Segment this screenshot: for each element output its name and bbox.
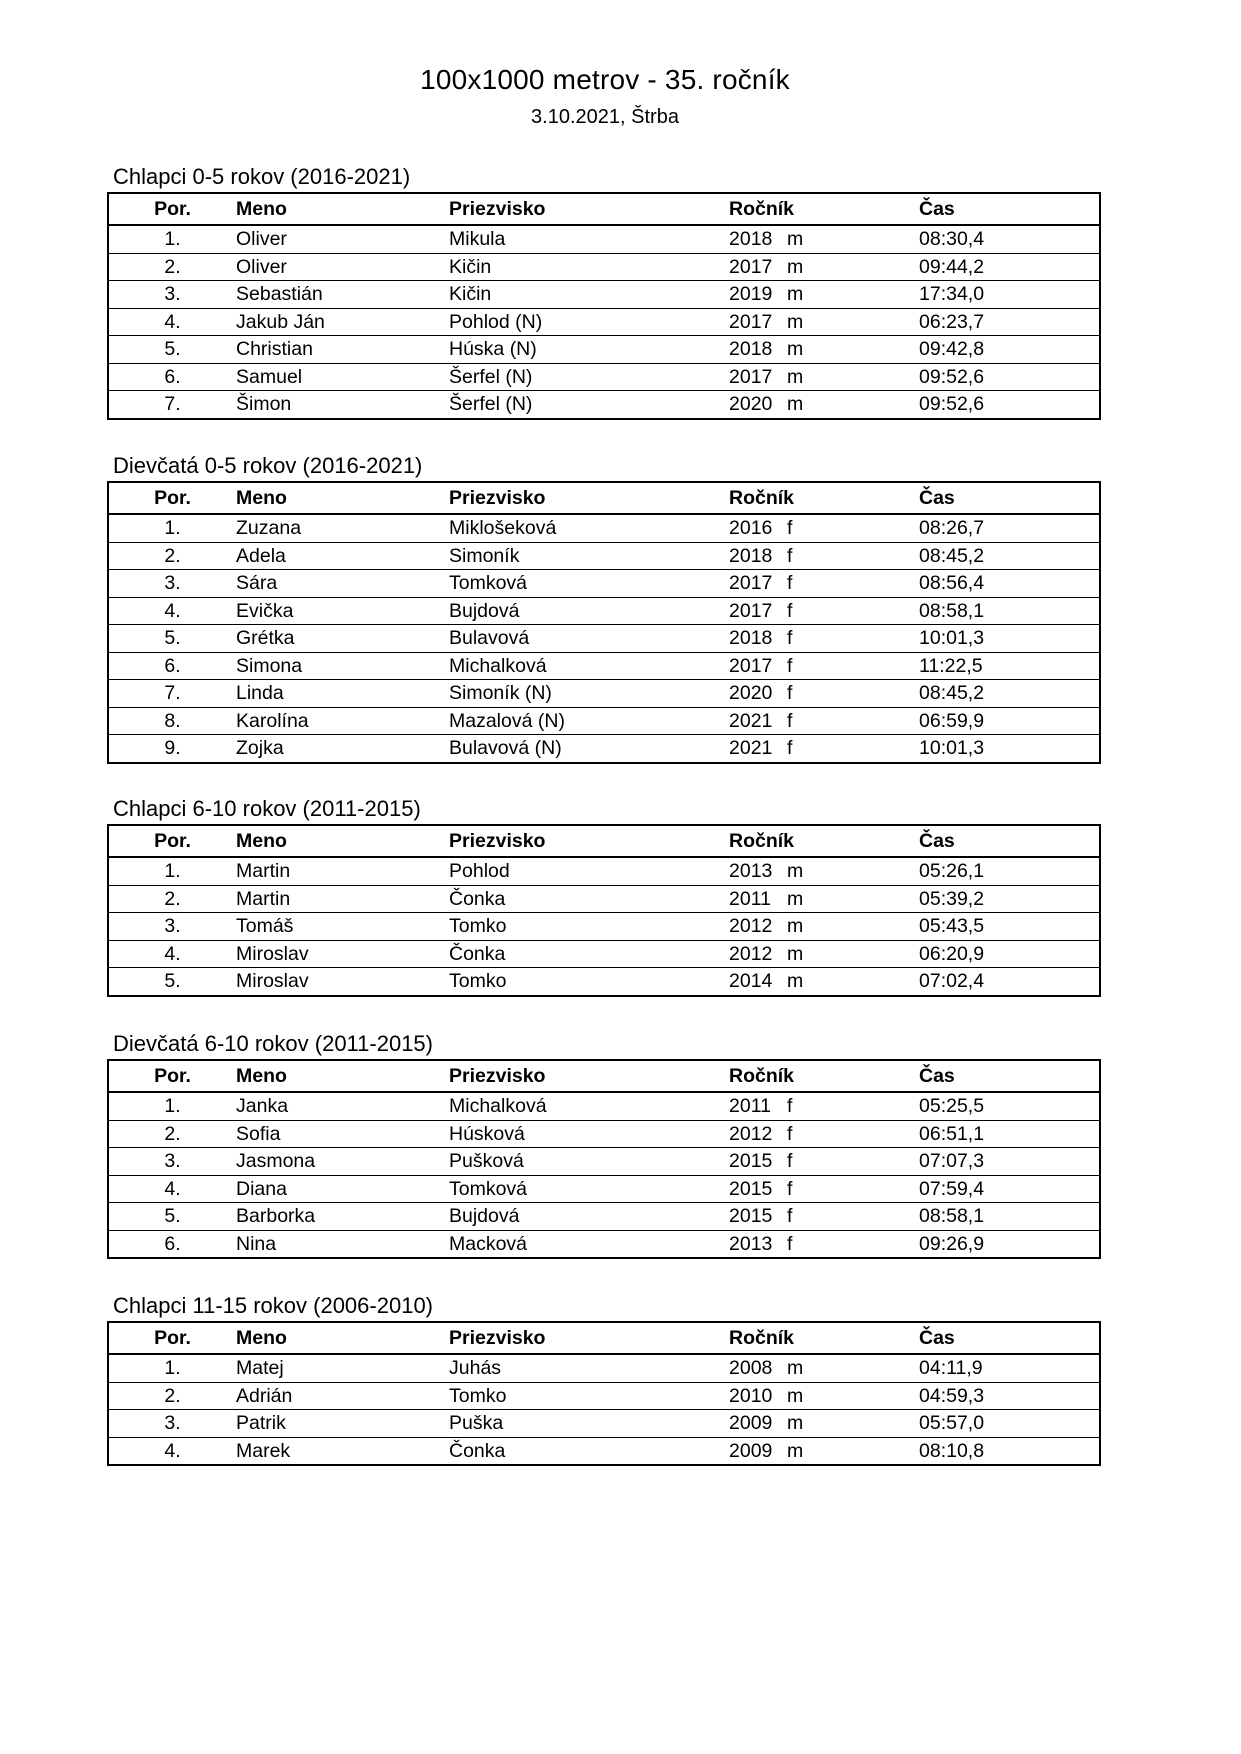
cell-pohlavie: m [787,338,804,361]
cell-pohlavie: m [787,365,804,388]
table-row [108,281,1100,309]
column-header-cas: Čas [919,1322,1100,1354]
cell-cas: 05:57,0 [919,1410,1100,1438]
cell-pohlavie: m [787,1439,804,1462]
cell-por: 7. [108,680,236,708]
table-row [108,1382,1100,1410]
cell-rocnik [729,1092,919,1120]
cell-priezvisko: Pohlod (N) [449,308,729,336]
column-header-rocnik: Ročník [729,825,919,857]
table-row [108,570,1100,598]
table-row [108,1092,1100,1120]
cell-por: 7. [164,393,181,416]
cell-rocnik [729,652,919,680]
results-table [107,481,1101,764]
cell-cas: 11:22,5 [919,652,1100,680]
cell-meno: Sára [236,570,449,598]
cell-priezvisko: Mikula [449,225,729,253]
table-header-row [108,482,1100,514]
cell-meno: Martin [236,885,449,913]
cell-por: 6. [108,363,236,391]
cell-pohlavie: m [787,860,804,883]
cell-por: 1. [108,225,236,253]
cell-rocnik [729,913,919,941]
cell-rok: 2014 [729,970,773,993]
cell-cas: 07:07,3 [919,1148,1100,1176]
cell-rok: 2009 [729,1439,773,1462]
cell-cas: 07:02,4 [919,970,985,993]
cell-rocnik [729,707,919,735]
section-title: Chlapci 6-10 rokov (2011-2015) [113,796,421,821]
cell-cas: 09:42,8 [919,336,1100,364]
column-header-priezvisko: Priezvisko [449,482,729,514]
cell-cas: 09:52,6 [919,363,1100,391]
cell-meno: Zuzana [236,514,449,542]
cell-priezvisko: Tomko [449,1382,729,1410]
cell-rocnik [729,514,919,542]
cell-priezvisko: Pušková [449,1148,729,1176]
cell-rok: 2017 [729,572,773,595]
cell-rok: 2008 [729,1357,773,1380]
cell-por: 4. [108,1175,236,1203]
cell-rok: 2017 [729,255,773,278]
table-row [108,1175,1100,1203]
cell-pohlavie: m [787,887,804,910]
table-row [108,913,1100,941]
cell-por: 4. [108,308,236,336]
cell-pohlavie: f [787,572,793,595]
cell-pohlavie: f [787,627,793,650]
results-table [107,1059,1101,1259]
cell-rocnik [729,1230,919,1258]
cell-por: 1. [108,1354,236,1382]
cell-cas: 04:59,3 [919,1382,1100,1410]
table-row [108,391,1100,419]
cell-cas: 06:51,1 [919,1120,1100,1148]
table-row [108,308,1100,336]
cell-cas: 08:10,8 [919,1439,985,1462]
cell-por: 5. [108,336,236,364]
cell-cas: 09:44,2 [919,253,1100,281]
table-row [108,1203,1100,1231]
cell-por: 2. [108,253,236,281]
table-header-row [108,1060,1100,1092]
cell-rok: 2017 [729,310,773,333]
cell-meno: Samuel [236,363,449,391]
cell-rocnik [729,225,919,253]
column-header-rocnik: Ročník [729,482,919,514]
cell-cas: 10:01,3 [919,625,1100,653]
cell-meno: Linda [236,680,449,708]
cell-rok: 2015 [729,1177,773,1200]
cell-meno: Barborka [236,1203,449,1231]
cell-por: 5. [108,625,236,653]
cell-rok: 2021 [729,737,773,760]
cell-priezvisko: Tomko [449,913,729,941]
table-row [108,940,1100,968]
table-row [108,707,1100,735]
table-row [108,514,1100,542]
cell-priezvisko: Pohlod [449,857,729,885]
cell-rocnik [729,1175,919,1203]
cell-rok: 2020 [729,393,773,416]
results-section [107,796,1097,997]
cell-rocnik [729,1410,919,1438]
cell-rok: 2015 [729,1205,773,1228]
cell-cas: 05:26,1 [919,857,1100,885]
cell-por: 9. [164,737,181,760]
table-row [108,857,1100,885]
column-header-rocnik: Ročník [729,193,919,225]
cell-cas: 06:59,9 [919,707,1100,735]
cell-por: 4. [108,597,236,625]
cell-por: 8. [108,707,236,735]
cell-meno: Martin [236,857,449,885]
cell-por: 3. [108,1148,236,1176]
cell-priezvisko: Kičin [449,253,729,281]
column-header-por: Por. [108,193,236,225]
cell-meno: Marek [236,1439,291,1462]
results-section [107,1031,1097,1259]
cell-rocnik [729,857,919,885]
table-row [108,652,1100,680]
cell-rocnik [729,1382,919,1410]
cell-meno: Oliver [236,225,449,253]
cell-rok: 2021 [729,709,773,732]
cell-priezvisko: Tomková [449,1175,729,1203]
cell-cas: 08:56,4 [919,570,1100,598]
cell-cas: 06:23,7 [919,308,1100,336]
table-row [108,680,1100,708]
cell-priezvisko: Bujdová [449,597,729,625]
table-row [108,968,1100,996]
cell-priezvisko: Mazalová (N) [449,707,729,735]
cell-cas: 05:25,5 [919,1092,1100,1120]
cell-por: 2. [108,542,236,570]
cell-rocnik [729,597,919,625]
cell-priezvisko: Miklošeková [449,514,729,542]
cell-priezvisko: Bujdová [449,1203,729,1231]
cell-rok: 2019 [729,283,773,306]
cell-pohlavie: f [787,1232,793,1255]
cell-pohlavie: m [787,942,804,965]
column-header-cas: Čas [919,193,1100,225]
cell-rok: 2011 [729,1095,771,1118]
cell-priezvisko: Michalková [449,652,729,680]
column-header-por: Por. [108,482,236,514]
cell-priezvisko: Macková [449,1232,528,1255]
cell-priezvisko: Húska (N) [449,336,729,364]
column-header-meno: Meno [236,1060,449,1092]
cell-cas: 08:58,1 [919,597,1100,625]
cell-rocnik [729,253,919,281]
cell-meno: Janka [236,1092,449,1120]
table-row [108,225,1100,253]
cell-pohlavie: f [787,654,793,677]
column-header-por: Por. [108,1322,236,1354]
cell-priezvisko: Šerfel (N) [449,393,533,416]
cell-por: 6. [108,652,236,680]
cell-priezvisko: Bulavová (N) [449,737,562,760]
cell-pohlavie: m [787,310,804,333]
cell-rocnik [729,1120,919,1148]
cell-priezvisko: Čonka [449,1439,506,1462]
cell-cas: 08:58,1 [919,1203,1100,1231]
cell-priezvisko: Húsková [449,1120,729,1148]
cell-pohlavie: m [787,970,804,993]
cell-por: 5. [108,1203,236,1231]
cell-cas: 08:30,4 [919,225,1100,253]
cell-meno: Nina [236,1232,277,1255]
column-header-meno: Meno [236,482,449,514]
table-row [108,1354,1100,1382]
results-table [107,824,1101,997]
column-header-por: Por. [108,825,236,857]
column-header-meno: Meno [236,825,449,857]
cell-rok: 2012 [729,1122,773,1145]
cell-cas: 05:39,2 [919,885,1100,913]
cell-pohlavie: m [787,915,804,938]
cell-rocnik [729,1148,919,1176]
section-title: Dievčatá 0-5 rokov (2016-2021) [113,453,423,478]
cell-meno: Zojka [236,737,284,760]
cell-rocnik [729,885,919,913]
cell-pohlavie: f [787,737,793,760]
cell-meno: Oliver [236,253,449,281]
cell-por: 3. [108,1410,236,1438]
cell-rocnik [729,735,919,763]
cell-rok: 2012 [729,915,773,938]
cell-rok: 2018 [729,544,773,567]
table-row [108,885,1100,913]
cell-por: 2. [108,885,236,913]
cell-rok: 2017 [729,365,773,388]
cell-por: 3. [108,570,236,598]
cell-meno: Adrián [236,1382,449,1410]
column-header-priezvisko: Priezvisko [449,193,729,225]
column-header-cas: Čas [919,1060,1100,1092]
cell-pohlavie: m [787,1412,804,1435]
table-row [108,625,1100,653]
table-row [108,1120,1100,1148]
cell-rok: 2010 [729,1384,773,1407]
cell-cas: 06:20,9 [919,940,1100,968]
cell-pohlavie: f [787,1122,793,1145]
cell-rok: 2018 [729,228,773,251]
cell-rok: 2009 [729,1412,773,1435]
cell-por: 2. [108,1382,236,1410]
cell-pohlavie: f [787,544,793,567]
cell-rocnik [729,281,919,309]
cell-priezvisko: Simoník [449,542,729,570]
column-header-por: Por. [108,1060,236,1092]
cell-meno: Šimon [236,393,292,416]
cell-rok: 2012 [729,942,773,965]
column-header-meno: Meno [236,1322,449,1354]
results-section [107,453,1097,764]
cell-pohlavie: f [787,1177,793,1200]
cell-rok: 2020 [729,682,773,705]
column-header-priezvisko: Priezvisko [449,825,729,857]
cell-priezvisko: Puška [449,1410,729,1438]
cell-cas: 08:26,7 [919,514,1100,542]
cell-priezvisko: Čonka [449,885,729,913]
cell-rocnik [729,1354,919,1382]
cell-rok: 2015 [729,1150,773,1173]
cell-priezvisko: Kičin [449,281,729,309]
section-title: Dievčatá 6-10 rokov (2011-2015) [113,1031,433,1056]
cell-por: 3. [108,913,236,941]
cell-rocnik [729,1203,919,1231]
cell-pohlavie: f [787,517,793,540]
table-header-row [108,825,1100,857]
section-title: Chlapci 11-15 rokov (2006-2010) [113,1293,433,1318]
section-title: Chlapci 0-5 rokov (2016-2021) [113,164,411,189]
cell-pohlavie: m [787,393,804,416]
cell-rocnik [729,940,919,968]
cell-meno: Sebastián [236,281,449,309]
cell-por: 3. [108,281,236,309]
cell-rocnik [729,570,919,598]
results-table [107,1321,1101,1466]
table-row [108,735,1100,763]
results-section [107,164,1097,420]
cell-meno: Karolína [236,707,449,735]
cell-pohlavie: f [787,1205,793,1228]
table-header-row [108,193,1100,225]
table-row [108,1437,1100,1465]
cell-pohlavie: f [787,1150,793,1173]
cell-rocnik [729,625,919,653]
column-header-priezvisko: Priezvisko [449,1060,729,1092]
cell-rok: 2017 [729,654,773,677]
cell-meno: Diana [236,1175,449,1203]
cell-por: 2. [108,1120,236,1148]
cell-cas: 09:52,6 [919,393,985,416]
cell-meno: Matej [236,1354,449,1382]
cell-rocnik [729,336,919,364]
table-row [108,597,1100,625]
cell-rocnik [729,680,919,708]
cell-rocnik [729,968,919,996]
cell-priezvisko: Simoník (N) [449,680,729,708]
cell-pohlavie: f [787,1095,793,1118]
cell-cas: 17:34,0 [919,281,1100,309]
cell-pohlavie: m [787,1357,804,1380]
column-header-meno: Meno [236,193,449,225]
cell-cas: 10:01,3 [919,737,985,760]
cell-meno: Sofia [236,1120,449,1148]
cell-priezvisko: Juhás [449,1354,729,1382]
results-table [107,192,1101,420]
cell-por: 4. [164,1439,181,1462]
cell-pohlavie: f [787,599,793,622]
cell-por: 4. [108,940,236,968]
cell-pohlavie: f [787,682,793,705]
cell-cas: 09:26,9 [919,1232,985,1255]
cell-cas: 05:43,5 [919,913,1100,941]
cell-rok: 2016 [729,517,773,540]
cell-por: 1. [108,514,236,542]
table-row [108,253,1100,281]
cell-meno: Patrik [236,1410,449,1438]
cell-pohlavie: m [787,283,804,306]
cell-meno: Jakub Ján [236,308,449,336]
cell-meno: Evička [236,597,449,625]
cell-por: 1. [108,1092,236,1120]
column-header-priezvisko: Priezvisko [449,1322,729,1354]
cell-rok: 2017 [729,599,773,622]
cell-meno: Grétka [236,625,449,653]
cell-cas: 04:11,9 [919,1354,1100,1382]
cell-rocnik [729,363,919,391]
cell-priezvisko: Bulavová [449,625,729,653]
cell-rok: 2013 [729,860,773,883]
cell-por: 5. [164,970,181,993]
cell-rok: 2018 [729,338,773,361]
cell-pohlavie: m [787,1384,804,1407]
cell-priezvisko: Michalková [449,1092,729,1120]
cell-cas: 08:45,2 [919,680,1100,708]
column-header-cas: Čas [919,825,1100,857]
cell-priezvisko: Šerfel (N) [449,363,729,391]
cell-priezvisko: Tomko [449,970,507,993]
cell-rocnik [729,1437,919,1465]
cell-meno: Christian [236,336,449,364]
cell-meno: Miroslav [236,940,449,968]
table-row [108,1410,1100,1438]
table-row [108,1230,1100,1258]
cell-meno: Simona [236,652,449,680]
cell-priezvisko: Čonka [449,940,729,968]
cell-pohlavie: m [787,228,804,251]
cell-cas: 08:45,2 [919,542,1100,570]
column-header-rocnik: Ročník [729,1322,919,1354]
cell-rocnik [729,308,919,336]
page-title: 100x1000 metrov - 35. ročník [420,64,790,95]
table-row [108,363,1100,391]
cell-meno: Tomáš [236,913,449,941]
table-row [108,1148,1100,1176]
table-row [108,542,1100,570]
cell-pohlavie: f [787,709,793,732]
results-section [107,1293,1097,1466]
cell-meno: Jasmona [236,1148,449,1176]
cell-rocnik [729,391,919,419]
table-header-row [108,1322,1100,1354]
cell-por: 1. [108,857,236,885]
cell-rok: 2018 [729,627,773,650]
column-header-cas: Čas [919,482,1100,514]
cell-cas: 07:59,4 [919,1175,1100,1203]
cell-pohlavie: m [787,255,804,278]
cell-rok: 2011 [729,887,771,910]
page-subtitle: 3.10.2021, Štrba [531,106,679,128]
cell-meno: Miroslav [236,970,309,993]
cell-rocnik [729,542,919,570]
cell-meno: Adela [236,542,449,570]
table-row [108,336,1100,364]
cell-priezvisko: Tomková [449,570,729,598]
column-header-rocnik: Ročník [729,1060,919,1092]
cell-rok: 2013 [729,1232,773,1255]
cell-por: 6. [164,1232,181,1255]
